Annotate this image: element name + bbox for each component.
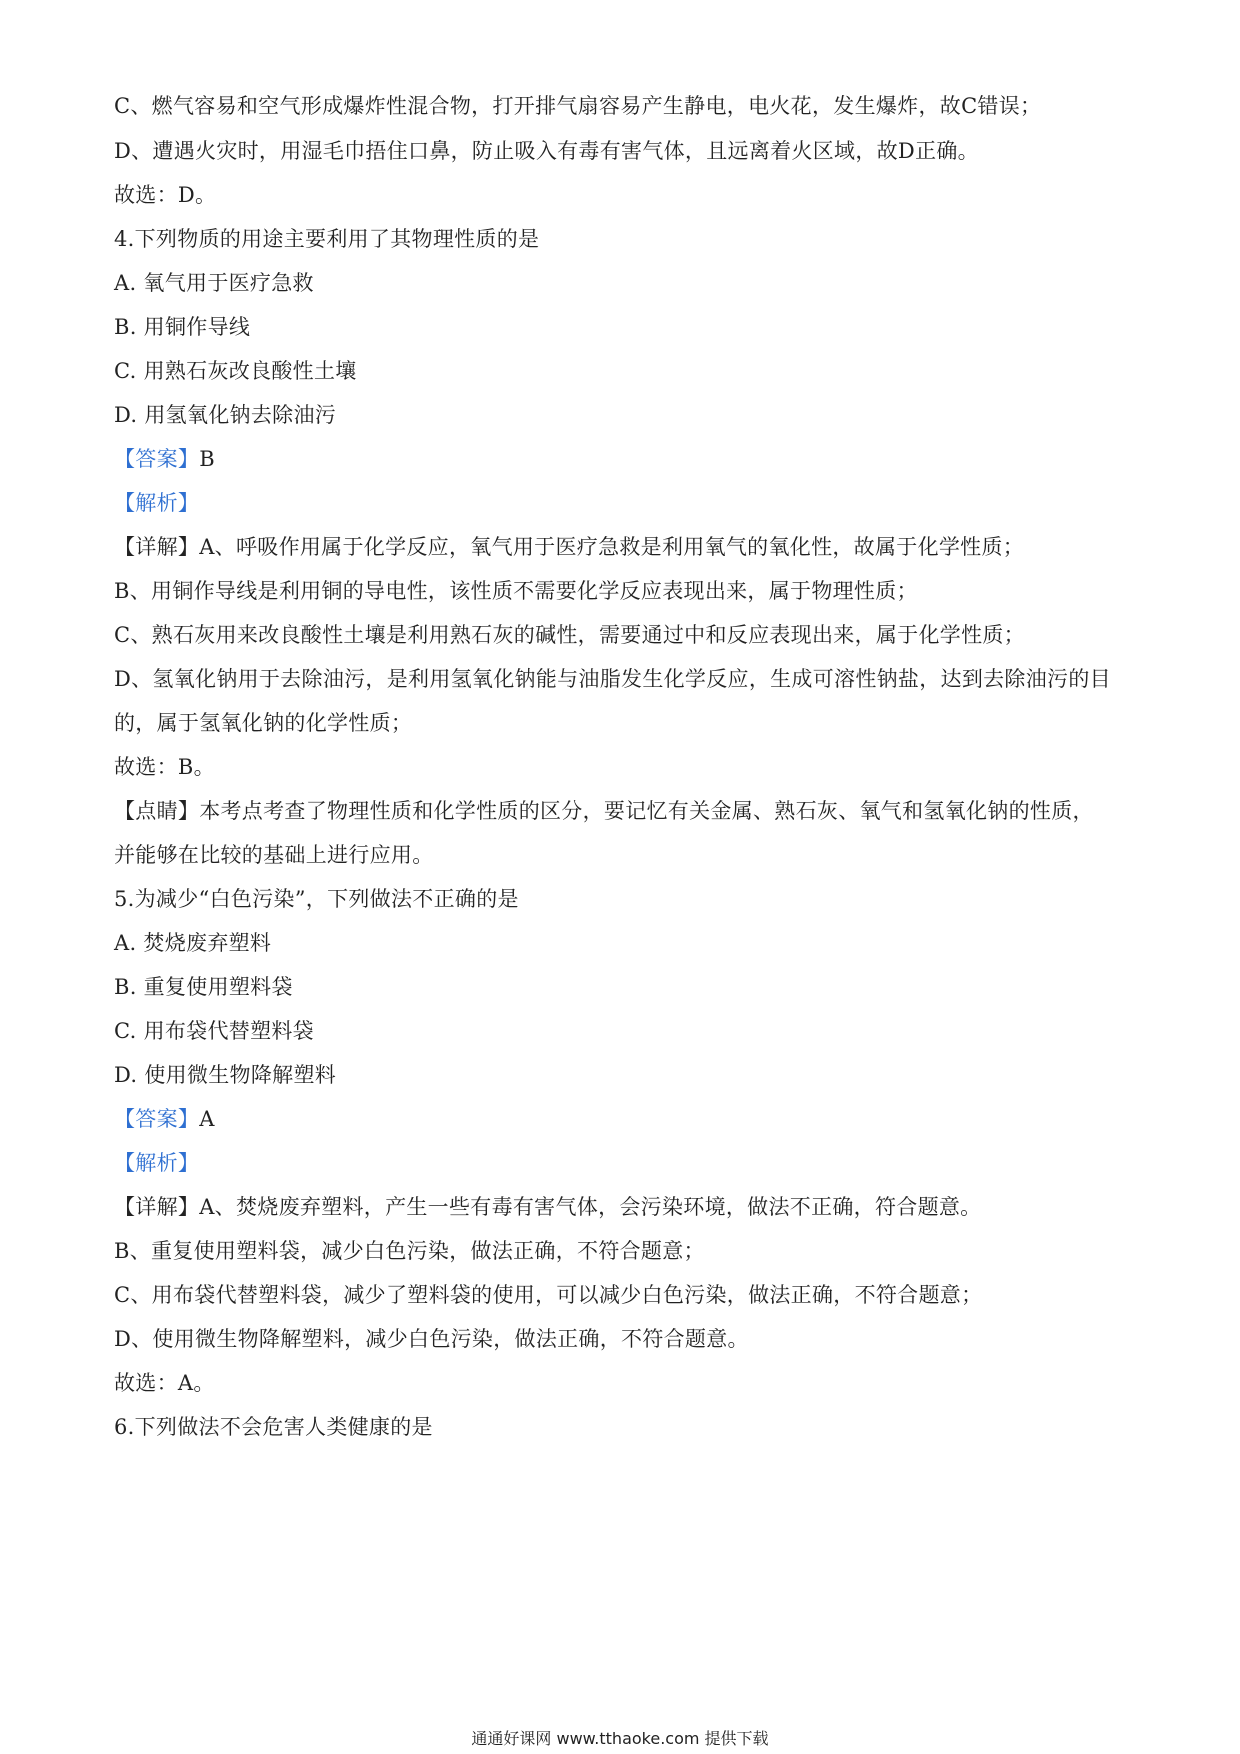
question-4-option-b: B. 用铜作导线	[114, 315, 251, 339]
question-4-stem: 4.下列物质的用途主要利用了其物理性质的是	[114, 227, 540, 251]
text-line: C、燃气容易和空气形成爆炸性混合物，打开排气扇容易产生静电，电火花，发生爆炸，故C错误；	[114, 94, 1042, 118]
question-5-option-c: C. 用布袋代替塑料袋	[114, 1019, 314, 1043]
question-5-option-d: D. 使用微生物降解塑料	[114, 1063, 337, 1087]
comment-line	[114, 797, 1094, 825]
text-line: B、重复使用塑料袋，减少白色污染，做法正确，不符合题意；	[114, 1239, 705, 1263]
detail-text: A、焚烧废弃塑料，产生一些有毒有害气体，会污染环境，做法不正确，符合题意。	[199, 1195, 982, 1219]
answer-tag: 【答案】	[114, 447, 200, 471]
detail-text: A、呼吸作用属于化学反应，氧气用于医疗急救是利用氧气的氧化性，故属于化学性质；	[199, 535, 1025, 559]
question-4-option-a: A. 氧气用于医疗急救	[114, 271, 314, 295]
question-5-option-a: A. 焚烧废弃塑料	[114, 931, 272, 955]
question-6-stem: 6.下列做法不会危害人类健康的是	[114, 1415, 433, 1439]
page-footer: 通通好课网 www.tthaoke.com 提供下载	[471, 1729, 769, 1748]
analysis-line	[114, 489, 199, 517]
text-line: D、氢氧化钠用于去除油污，是利用氢氧化钠能与油脂发生化学反应，生成可溶性钠盐，达到去除油污的目	[114, 667, 1111, 691]
text-line: 的，属于氢氧化钠的化学性质；	[114, 711, 413, 735]
answer-value: B	[199, 447, 215, 471]
answer-line	[114, 1105, 215, 1133]
text-line: 故选：A。	[114, 1371, 215, 1395]
detail-line	[114, 1193, 981, 1221]
text-line: D、遭遇火灾时，用湿毛巾捂住口鼻，防止吸入有毒有害气体，且远离着火区域，故D正确。	[114, 139, 979, 163]
text-line: C、熟石灰用来改良酸性土壤是利用熟石灰的碱性，需要通过中和反应表现出来，属于化学性质；	[114, 623, 1025, 647]
analysis-tag: 【解析】	[114, 1151, 200, 1175]
comment-text: 本考点考查了物理性质和化学性质的区分，要记忆有关金属、熟石灰、氧气和氢氧化钠的性质，	[199, 799, 1094, 823]
text-line: D、使用微生物降解塑料，减少白色污染，做法正确，不符合题意。	[114, 1327, 749, 1351]
answer-tag: 【答案】	[114, 1107, 200, 1131]
analysis-tag: 【解析】	[114, 491, 200, 515]
text-line: 故选：B。	[114, 755, 215, 779]
detail-line	[114, 533, 1024, 561]
detail-tag: 【详解】	[114, 1195, 200, 1219]
question-5-stem: 5.为减少“白色污染”，下列做法不正确的是	[114, 887, 519, 911]
question-4-option-c: C. 用熟石灰改良酸性土壤	[114, 359, 357, 383]
question-5-option-b: B. 重复使用塑料袋	[114, 975, 293, 999]
question-4-option-d: D. 用氢氧化钠去除油污	[114, 403, 337, 427]
comment-tag: 【点睛】	[114, 799, 200, 823]
text-line: C、用布袋代替塑料袋，减少了塑料袋的使用，可以减少白色污染，做法正确，不符合题意；	[114, 1283, 983, 1307]
detail-tag: 【详解】	[114, 535, 200, 559]
text-line: B、用铜作导线是利用铜的导电性，该性质不需要化学反应表现出来，属于物理性质；	[114, 579, 918, 603]
answer-line	[114, 445, 215, 473]
answer-value: A	[199, 1107, 215, 1131]
text-line: 故选：D。	[114, 183, 217, 207]
text-line: 并能够在比较的基础上进行应用。	[114, 843, 434, 867]
analysis-line	[114, 1149, 199, 1177]
